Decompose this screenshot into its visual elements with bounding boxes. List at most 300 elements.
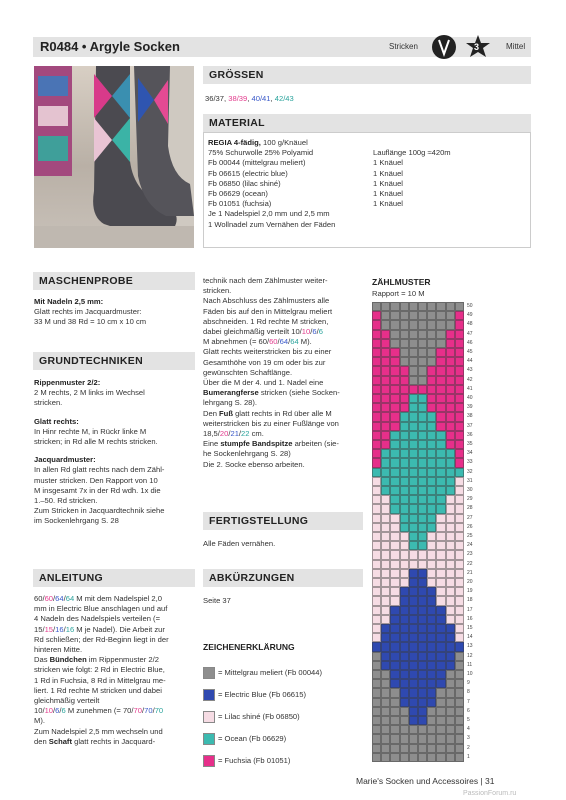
chart-cell <box>427 403 436 412</box>
chart-row-label: 34 <box>467 450 473 457</box>
legend-item: = Lilac shiné (Fb 06850) <box>203 706 368 728</box>
chart-cell <box>455 339 464 348</box>
chart-cell <box>381 449 390 458</box>
section-header-abkuerzungen: ABKÜRZUNGEN <box>203 569 363 587</box>
chart-cell <box>427 431 436 440</box>
chart-cell <box>427 725 436 734</box>
chart-cell <box>418 504 427 513</box>
chart-cell <box>409 412 418 421</box>
chart-cell <box>381 302 390 311</box>
chart-cell <box>400 330 409 339</box>
chart-row-label: 14 <box>467 634 473 641</box>
size-1: 36/37 <box>205 94 225 103</box>
chart-cell <box>455 458 464 467</box>
chart-cell <box>446 311 455 320</box>
chart-cell <box>372 366 381 375</box>
chart-cell <box>427 486 436 495</box>
chart-cell <box>418 376 427 385</box>
chart-cell <box>372 495 381 504</box>
chart-cell <box>436 412 445 421</box>
chart-cell <box>372 596 381 605</box>
chart-cell <box>436 302 445 311</box>
chart-cell <box>455 670 464 679</box>
chart-cell <box>436 348 445 357</box>
chart-cell <box>390 403 399 412</box>
chart-cell <box>427 569 436 578</box>
chart-cell <box>418 440 427 449</box>
chart-cell <box>390 734 399 743</box>
difficulty-number: 3 <box>474 42 480 52</box>
chart-cell <box>372 504 381 513</box>
chart-cell <box>446 320 455 329</box>
chart-cell <box>446 348 455 357</box>
legend-item: = Mittelgrau meliert (Fb 00044) <box>203 662 368 684</box>
chart-cell <box>409 486 418 495</box>
chart-cell <box>409 578 418 587</box>
chart-cell <box>446 403 455 412</box>
chart-cell <box>436 624 445 633</box>
chart-cell <box>436 486 445 495</box>
chart-cell <box>381 431 390 440</box>
chart-cell <box>446 716 455 725</box>
chart-cell <box>390 385 399 394</box>
size-3: 40/41 <box>251 94 271 103</box>
chart-cell <box>418 412 427 421</box>
chart-cell <box>446 504 455 513</box>
chart-cell <box>400 550 409 559</box>
chart-cell <box>400 440 409 449</box>
chart-cell <box>400 348 409 357</box>
chart-cell <box>409 394 418 403</box>
chart-cell <box>409 339 418 348</box>
maschenprobe-text: Mit Nadeln 2,5 mm: Glatt rechts im Jacquardmuster: 33 M und 38 Rd = 10 cm x 10 cm <box>34 297 147 327</box>
chart-row-label: 40 <box>467 395 473 401</box>
chart-cell <box>418 587 427 596</box>
chart-cell <box>418 385 427 394</box>
chart-cell <box>427 477 436 486</box>
chart-cell <box>372 440 381 449</box>
chart-cell <box>446 468 455 477</box>
chart-cell <box>446 642 455 651</box>
chart-row-label: 45 <box>467 349 473 355</box>
chart-cell <box>372 642 381 651</box>
chart-cell <box>390 679 399 688</box>
chart-cell <box>372 652 381 661</box>
chart-cell <box>409 550 418 559</box>
chart-cell <box>455 725 464 734</box>
chart-cell <box>372 633 381 642</box>
chart-cell <box>390 652 399 661</box>
chart-row-label: 24 <box>467 542 473 549</box>
chart-cell <box>446 532 455 541</box>
chart-cell <box>455 440 464 449</box>
legend-title: ZEICHENERKLÄRUNG <box>203 642 295 652</box>
chart-cell <box>427 652 436 661</box>
chart-cell <box>381 587 390 596</box>
chart-cell <box>409 357 418 366</box>
chart-cell <box>390 477 399 486</box>
chart-row-label: 2 <box>467 744 470 751</box>
chart-cell <box>436 707 445 716</box>
chart-cell <box>427 385 436 394</box>
chart-row-label: 48 <box>467 321 473 328</box>
chart-cell <box>409 615 418 624</box>
chart-cell <box>418 431 427 440</box>
chart-cell <box>418 624 427 633</box>
chart-cell <box>427 523 436 532</box>
chart-cell <box>372 550 381 559</box>
chart-cell <box>427 541 436 550</box>
chart-cell <box>381 652 390 661</box>
chart-cell <box>455 679 464 688</box>
chart-cell <box>372 725 381 734</box>
chart-cell <box>455 449 464 458</box>
chart-cell <box>436 514 445 523</box>
chart-cell <box>409 744 418 753</box>
chart-cell <box>427 560 436 569</box>
chart-cell <box>372 403 381 412</box>
chart-cell <box>381 357 390 366</box>
legend-swatch <box>203 689 215 701</box>
chart-cell <box>446 587 455 596</box>
chart-cell <box>436 550 445 559</box>
chart-cell <box>436 716 445 725</box>
chart-cell <box>409 431 418 440</box>
chart-cell <box>381 569 390 578</box>
chart-cell <box>436 449 445 458</box>
chart-cell <box>436 606 445 615</box>
chart-cell <box>390 486 399 495</box>
chart-cell <box>390 302 399 311</box>
chart-cell <box>409 366 418 375</box>
chart-cell <box>400 679 409 688</box>
chart-row-label: 38 <box>467 413 473 420</box>
chart-cell <box>400 495 409 504</box>
chart-cell <box>409 376 418 385</box>
chart-cell <box>381 642 390 651</box>
chart-cell <box>427 587 436 596</box>
chart-row-label: 17 <box>467 606 473 613</box>
chart-cell <box>436 679 445 688</box>
chart-cell <box>400 366 409 375</box>
chart-cell <box>436 652 445 661</box>
chart-cell <box>381 440 390 449</box>
chart-cell <box>436 357 445 366</box>
chart-row-label: 46 <box>467 339 473 346</box>
chart-cell <box>390 688 399 697</box>
difficulty-label: Mittel <box>506 42 526 51</box>
chart-cell <box>400 468 409 477</box>
chart-cell <box>390 670 399 679</box>
chart-cell <box>446 541 455 550</box>
chart-cell <box>409 302 418 311</box>
chart-cell <box>390 532 399 541</box>
chart-cell <box>390 412 399 421</box>
chart-cell <box>418 560 427 569</box>
chart-row-label: 15 <box>467 625 473 631</box>
chart-cell <box>427 449 436 458</box>
chart-cell <box>409 716 418 725</box>
section-header-fertigstellung: FERTIGSTELLUNG <box>203 512 363 530</box>
chart-cell <box>436 734 445 743</box>
title-bar <box>33 37 531 57</box>
chart-cell <box>409 652 418 661</box>
chart-cell <box>409 560 418 569</box>
chart-cell <box>372 412 381 421</box>
chart-cell <box>372 698 381 707</box>
chart-cell <box>446 688 455 697</box>
chart-cell <box>400 458 409 467</box>
chart-cell <box>409 504 418 513</box>
chart-cell <box>436 661 445 670</box>
chart-cell <box>418 541 427 550</box>
chart-row-label: 18 <box>467 597 473 604</box>
chart-cell <box>446 339 455 348</box>
chart-row-label: 39 <box>467 404 473 411</box>
chart-cell <box>372 734 381 743</box>
chart-cell <box>418 606 427 615</box>
chart-cell <box>427 348 436 357</box>
chart-cell <box>436 523 445 532</box>
chart-cell <box>418 394 427 403</box>
chart-cell <box>455 661 464 670</box>
chart-cell <box>427 504 436 513</box>
chart-cell <box>418 633 427 642</box>
chart-cell <box>400 670 409 679</box>
chart-row-label: 22 <box>467 560 473 567</box>
chart-cell <box>455 560 464 569</box>
chart-cell <box>381 394 390 403</box>
chart-cell <box>372 661 381 670</box>
chart-cell <box>390 753 399 762</box>
chart-cell <box>427 734 436 743</box>
chart-cell <box>409 477 418 486</box>
chart-cell <box>409 707 418 716</box>
chart-row-label: 43 <box>467 367 473 374</box>
chart-row-label: 50 <box>467 303 473 309</box>
chart-cell <box>446 606 455 615</box>
chart-cell <box>400 320 409 329</box>
chart-cell <box>418 688 427 697</box>
chart-cell <box>381 523 390 532</box>
chart-cell <box>427 495 436 504</box>
chart-cell <box>390 523 399 532</box>
chart-row-label: 35 <box>467 441 473 447</box>
chart-cell <box>427 550 436 559</box>
chart-cell <box>436 495 445 504</box>
needles: Je 1 Nadelspiel 2,0 mm und 2,5 mm <box>208 209 330 219</box>
legend-swatch <box>203 733 215 745</box>
chart-cell <box>446 560 455 569</box>
chart-cell <box>436 744 445 753</box>
chart-cell <box>390 587 399 596</box>
chart-cell <box>400 486 409 495</box>
chart-cell <box>390 458 399 467</box>
chart-cell <box>372 532 381 541</box>
abkuerzungen-text: Seite 37 <box>203 596 231 605</box>
chart-row-label: 27 <box>467 514 473 521</box>
chart-cell <box>372 458 381 467</box>
chart-cell <box>409 624 418 633</box>
chart-cell <box>418 403 427 412</box>
chart-cell <box>409 403 418 412</box>
chart-row-label: 30 <box>467 487 473 493</box>
knitting-needles-icon <box>432 35 456 59</box>
chart-cell <box>409 688 418 697</box>
chart-cell <box>400 707 409 716</box>
chart-cell <box>409 422 418 431</box>
chart-cell <box>400 624 409 633</box>
chart-cell <box>390 550 399 559</box>
chart-cell <box>446 449 455 458</box>
chart-cell <box>446 366 455 375</box>
chart-cell <box>455 302 464 311</box>
chart-cell <box>446 440 455 449</box>
chart-cell <box>381 514 390 523</box>
chart-cell <box>455 357 464 366</box>
chart-cell <box>390 504 399 513</box>
chart-cell <box>390 606 399 615</box>
chart-cell <box>455 734 464 743</box>
chart-cell <box>455 311 464 320</box>
chart-cell <box>381 532 390 541</box>
chart-cell <box>446 302 455 311</box>
chart-cell <box>418 578 427 587</box>
chart-cell <box>455 707 464 716</box>
chart-cell <box>372 587 381 596</box>
chart-cell <box>409 468 418 477</box>
chart-cell <box>381 311 390 320</box>
chart-cell <box>455 716 464 725</box>
chart-cell <box>400 633 409 642</box>
chart-cell <box>455 744 464 753</box>
chart-cell <box>446 698 455 707</box>
chart-cell <box>381 688 390 697</box>
chart-cell <box>409 606 418 615</box>
chart-cell <box>436 422 445 431</box>
chart-cell <box>400 532 409 541</box>
chart-cell <box>409 532 418 541</box>
chart-cell <box>455 376 464 385</box>
chart-cell <box>427 615 436 624</box>
chart-cell <box>400 587 409 596</box>
chart-cell <box>427 688 436 697</box>
chart-cell <box>400 302 409 311</box>
chart-cell <box>446 477 455 486</box>
chart-cell <box>400 744 409 753</box>
chart-cell <box>400 431 409 440</box>
chart-cell <box>381 486 390 495</box>
chart-cell <box>409 523 418 532</box>
legend-swatch <box>203 755 215 767</box>
chart-cell <box>400 311 409 320</box>
chart-cell <box>390 698 399 707</box>
chart-cell <box>409 311 418 320</box>
chart-row-label: 8 <box>467 689 470 696</box>
chart-cell <box>436 578 445 587</box>
chart-cell <box>455 431 464 440</box>
chart-cell <box>381 495 390 504</box>
chart-cell <box>400 394 409 403</box>
chart-row-label: 3 <box>467 735 470 742</box>
chart-cell <box>455 385 464 394</box>
chart-cell <box>390 348 399 357</box>
chart-cell <box>427 716 436 725</box>
size-2: 38/39 <box>228 94 248 103</box>
chart-cell <box>446 652 455 661</box>
chart-row-label: 12 <box>467 652 473 659</box>
chart-cell <box>400 504 409 513</box>
chart-cell <box>381 679 390 688</box>
chart-cell <box>409 753 418 762</box>
chart-cell <box>372 753 381 762</box>
chart-row-label: 41 <box>467 385 473 392</box>
chart-cell <box>418 339 427 348</box>
knitting-chart <box>372 302 482 768</box>
chart-cell <box>418 477 427 486</box>
chart-cell <box>436 670 445 679</box>
chart-cell <box>446 725 455 734</box>
chart-cell <box>381 458 390 467</box>
sizes-line: 36/37, 38/39, 40/41, 42/43 <box>205 94 294 103</box>
chart-cell <box>427 633 436 642</box>
chart-cell <box>400 606 409 615</box>
chart-cell <box>409 734 418 743</box>
chart-cell <box>372 449 381 458</box>
chart-cell <box>372 357 381 366</box>
chart-cell <box>400 578 409 587</box>
chart-cell <box>400 642 409 651</box>
chart-cell <box>372 311 381 320</box>
chart-cell <box>390 311 399 320</box>
page-footer: Marie's Socken und Accessoires | 31 <box>356 776 495 786</box>
chart-cell <box>436 330 445 339</box>
chart-cell <box>446 624 455 633</box>
chart-cell <box>446 376 455 385</box>
chart-cell <box>409 320 418 329</box>
chart-cell <box>390 707 399 716</box>
chart-cell <box>390 357 399 366</box>
chart-cell <box>436 569 445 578</box>
chart-row-label: 13 <box>467 643 473 650</box>
chart-cell <box>400 560 409 569</box>
chart-cell <box>400 698 409 707</box>
chart-cell <box>418 449 427 458</box>
chart-cell <box>381 734 390 743</box>
chart-cell <box>455 523 464 532</box>
chart-row-label: 37 <box>467 422 473 429</box>
chart-cell <box>390 725 399 734</box>
chart-cell <box>418 615 427 624</box>
chart-cell <box>427 412 436 421</box>
chart-cell <box>427 357 436 366</box>
chart-cell <box>446 569 455 578</box>
chart-cell <box>436 596 445 605</box>
chart-cell <box>436 431 445 440</box>
chart-cell <box>427 624 436 633</box>
chart-row-label: 5 <box>467 717 470 723</box>
chart-cell <box>436 615 445 624</box>
chart-cell <box>390 330 399 339</box>
chart-cell <box>400 357 409 366</box>
chart-cell <box>381 633 390 642</box>
chart-cell <box>372 606 381 615</box>
chart-cell <box>427 707 436 716</box>
chart-cell <box>400 688 409 697</box>
chart-cell <box>418 698 427 707</box>
chart-cell <box>455 606 464 615</box>
chart-cell <box>436 468 445 477</box>
